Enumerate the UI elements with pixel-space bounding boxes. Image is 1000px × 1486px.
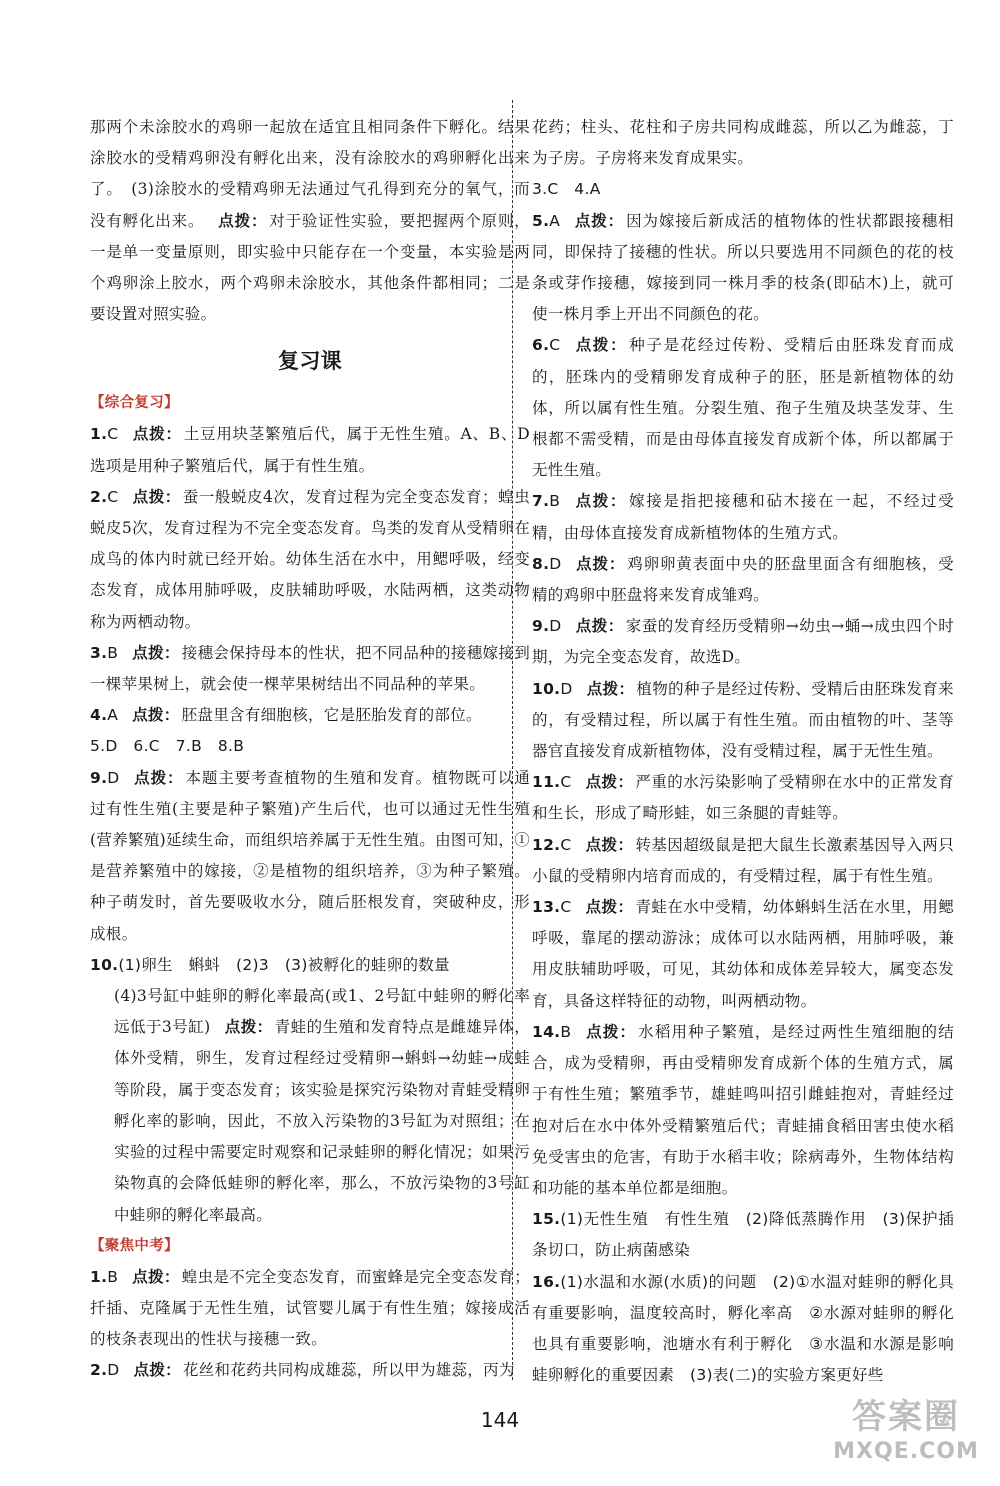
right-answer-list xyxy=(532,174,954,1391)
item-answer: A xyxy=(107,706,119,725)
item-answer: B xyxy=(549,492,561,511)
hint-label: 点拨： xyxy=(574,492,628,511)
item-number: 5. xyxy=(532,211,550,230)
answer-item xyxy=(532,767,954,829)
item-answer: C xyxy=(560,773,572,792)
item-answer: (1)无性生殖 有性生殖 (2)降低蒸腾作用 (3)保护插条切口，防止病菌感染 xyxy=(532,1210,954,1260)
hint-label: 点拨： xyxy=(574,211,625,230)
left-column xyxy=(90,112,530,1387)
continued-paragraph: 那两个未涂胶水的鸡卵一起放在适宜且相同条件下孵化。结果涂胶水的受精鸡卵没有孵化出来，没有涂胶水的鸡卵孵化出来了。 (3)涂胶水的受精鸡卵无法通过气孔得到充分的氧气，而没有孵化出来。 点拨： 对于验证性实验，要把握两个原则，一是单一变量原则，即实验中只能存在一个变量，本实验是两个鸡卵涂上胶水，两个鸡卵未涂胶水，其他条件都相同；二是要设置对照实验。 xyxy=(90,118,530,324)
item-explanation: 花丝和花药共同构成雄蕊，所以甲为雄蕊，丙为 xyxy=(182,1361,515,1380)
item-explanation: 鸡卵卵黄表面中央的胚盘里面含有细胞核，受精的鸡卵中胚盘将来发育成雏鸡。 xyxy=(532,554,954,605)
hint-label: 点拨： xyxy=(132,487,181,506)
item-number: 11. xyxy=(532,773,561,792)
item-number: 7. xyxy=(532,492,550,511)
item-number: 8. xyxy=(532,554,550,573)
item-number: 13. xyxy=(532,898,561,917)
left-answer-list xyxy=(90,419,530,981)
item-answer: D xyxy=(560,679,573,698)
answer-item xyxy=(90,700,530,731)
hint-label: 点拨： xyxy=(575,554,626,573)
answer-item xyxy=(532,174,954,205)
answer-item xyxy=(90,731,530,762)
hint-label: 点拨： xyxy=(585,898,634,917)
item-answer: D xyxy=(107,768,120,787)
watermark-logo xyxy=(826,1396,986,1476)
answer-item xyxy=(532,1204,954,1266)
item-number: 9. xyxy=(90,768,108,787)
hint-label: 点拨： xyxy=(133,1361,181,1380)
item-answer: D xyxy=(549,617,562,636)
item-explanation: 种子是花经过传粉、受精后由胚珠发育而成的，胚珠内的受精卵发育成种子的胚，胚是新植物体的幼体，所以属有性生殖。分裂生殖、孢子生殖及块茎发芽、生根都不需受精，而是由母体直接发育成新个体，所以都属于无性生殖。 xyxy=(532,336,954,480)
item-number: 6. xyxy=(532,336,550,355)
answer-item xyxy=(90,950,530,981)
item-answer: D xyxy=(549,554,562,573)
hint-label: 点拨： xyxy=(585,773,634,792)
item-number: 2. xyxy=(90,487,108,506)
answer-item xyxy=(90,763,530,950)
item-answer: C xyxy=(560,835,572,854)
answer-item xyxy=(532,892,954,1017)
item-explanation: 青蛙在水中受精，幼体蝌蚪生活在水里，用鳃呼吸，靠尾的摆动游泳；成体可以水陆两栖，用肺呼吸，兼用皮肤辅助呼吸，可见，其幼体和成体差异较大，属变态发育，具备这样特征的动物，叫两栖动物。 xyxy=(532,898,954,1010)
answer-item xyxy=(90,482,530,638)
item-number: 12. xyxy=(532,835,561,854)
answer-item xyxy=(532,486,954,548)
item-number: 1. xyxy=(90,1267,108,1286)
answer-item xyxy=(90,638,530,700)
item-answer: D xyxy=(107,1361,120,1380)
item-explanation: 土豆用块茎繁殖后代，属于无性生殖。A、B、D选项是用种子繁殖后代，属于有性生殖。 xyxy=(90,425,530,475)
item-number: 10. xyxy=(532,679,561,698)
hint-label: 点拨： xyxy=(132,706,180,725)
item-answer: B xyxy=(107,643,119,662)
hint-label: 点拨： xyxy=(132,643,180,662)
right-column xyxy=(532,112,954,1391)
section-heading-review: 【综合复习】 xyxy=(90,395,179,412)
item-answer: 3.C 4.A xyxy=(532,180,601,199)
item-number: 3. xyxy=(90,643,108,662)
hint-label: 点拨： xyxy=(585,1022,637,1041)
item-answer: B xyxy=(560,1022,572,1041)
exam-answer-list xyxy=(90,1262,530,1387)
item-explanation: 转基因超级鼠是把大鼠生长激素基因导入两只小鼠的受精卵内培育而成的，有受精过程，属于有性生殖。 xyxy=(532,835,954,885)
section-title: 复习课 xyxy=(278,349,342,374)
item-number: 9. xyxy=(532,617,550,636)
answer-item xyxy=(532,830,954,892)
answer-item xyxy=(532,611,954,673)
watermark-url: MXQE.COM xyxy=(833,1439,979,1464)
hint-label: 点拨： xyxy=(575,617,624,636)
item-answer: C xyxy=(560,898,572,917)
item-explanation: 植物的种子是经过传粉、受精后由胚珠发育来的，有受精过程，所以属于有性生殖。而由植物的叶、茎等器官直接发育成新植物体，没有受精过程，属于无性生殖。 xyxy=(532,679,954,761)
item-explanation: 家蚕的发育经历受精卵→幼虫→蛹→成虫四个时期，为完全变态发育，故选D。 xyxy=(532,617,954,667)
item-answer: (1)水温和水源(水质)的问题 (2)①水温对蛙卵的孵化具有重要影响，温度较高时，孵化率高 ②水源对蛙卵的孵化也具有重要影响，池塘水有利于孵化 ③水温和水源是影响蛙卵孵化的重要因素 (3)表(二)的实验方案更好些 xyxy=(532,1272,954,1385)
item-answer: B xyxy=(107,1267,119,1286)
answer-item xyxy=(90,1262,530,1356)
item-explanation: 胚盘里含有细胞核，它是胚胎发育的部位。 xyxy=(181,706,482,725)
item-number: 16. xyxy=(532,1272,561,1291)
item-answer: C xyxy=(107,425,119,444)
item-number: 15. xyxy=(532,1210,561,1229)
item-answer: C xyxy=(107,487,119,506)
item-explanation: 本题主要考查植物的生殖和发育。植物既可以通过有性生殖(主要是种子繁殖)产生后代，也可以通过无性生殖(营养繁殖)延续生命，而组织培养属于无性生殖。由图可知，①是营养繁殖中的嫁接，②是植物的组织培养，③为种子繁殖。种子萌发时，首先要吸收水分，随后胚根发育，突破种皮，形成根。 xyxy=(90,768,530,943)
answer-item xyxy=(90,1355,530,1386)
item-explanation: 蝗虫是不完全变态发育，而蜜蜂是完全变态发育；扦插、克隆属于无性生殖，试管婴儿属于有性生殖；嫁接成活的枝条表现出的性状与接穗一致。 xyxy=(90,1267,530,1349)
hint-label: 点拨： xyxy=(133,768,184,787)
item-explanation: 因为嫁接后新成活的植物体的性状都跟接穗相同，即保持了接穗的性状。所以只要选用不同颜色的花的枝条或芽作接穗，嫁接到同一株月季的枝条(即砧木)上，就可使一株月季上开出不同颜色的花。 xyxy=(532,211,954,324)
item-explanation: 严重的水污染影响了受精卵在水中的正常发育和生长，形成了畸形蛙，如三条腿的青蛙等。 xyxy=(532,773,954,823)
hint-label: 点拨： xyxy=(132,425,182,444)
item-answer: A xyxy=(549,211,561,230)
answer-item-10-part2: (4)3号缸中蛙卵的孵化率最高(或1、2号缸中蛙卵的孵化率远低于3号缸) 点拨： 青蛙的生殖和发育特点是雌雄异体，体外受精，卵生，发育过程经过受精卵→蝌蚪→幼蛙→成蛙等阶段，属于变态发育；该实验是探究污染物对青蛙受精卵孵化率的影响，因此，不放入污染物的3号缸为对照组；在实验的过程中需要定时观察和记录蛙卵的孵化情况；如果污染物真的会降低蛙卵的孵化率，那么，不放污染物的3号缸中蛙卵的孵化率最高。 xyxy=(114,987,531,1224)
item-number: 1. xyxy=(90,425,108,444)
item-answer: 5.D 6.C 7.B 8.B xyxy=(90,737,245,756)
item-answer: (1)卵生 蝌蚪 (2)3 (3)被孵化的蛙卵的数量 xyxy=(118,955,450,974)
watermark-logo-text: 答案圈 xyxy=(852,1397,960,1437)
hint-label: 点拨： xyxy=(585,835,634,854)
hint-label: 点拨： xyxy=(586,679,635,698)
page-number: 144 xyxy=(480,1408,520,1432)
answer-item xyxy=(532,330,954,486)
item-number: 10. xyxy=(90,955,119,974)
item-number: 4. xyxy=(90,706,108,725)
hint-label: 点拨： xyxy=(574,336,628,355)
item-number: 14. xyxy=(532,1022,561,1041)
item-explanation: 嫁接是指把接穗和砧木接在一起，不经过受精，由母体直接发育成新植物体的生殖方式。 xyxy=(532,492,954,542)
answer-item xyxy=(532,549,954,611)
item-number: 2. xyxy=(90,1361,108,1380)
answer-item xyxy=(532,674,954,768)
section-heading-exam: 【聚焦中考】 xyxy=(90,1237,179,1254)
hint-label: 点拨： xyxy=(132,1267,180,1286)
item-explanation: 蚕一般蜕皮4次，发育过程为完全变态发育；蝗虫蜕皮5次，发育过程为不完全变态发育。鸟类的发育从受精卵在成鸟的体内时就已经开始。幼体生活在水中，用鳃呼吸，经变态发育，成体用肺呼吸，皮肤辅助呼吸，水陆两栖，这类动物称为两栖动物。 xyxy=(90,487,530,631)
answer-item xyxy=(532,206,954,331)
item-answer: C xyxy=(549,336,561,355)
answer-item xyxy=(90,419,530,481)
item-explanation: 接穗会保持母本的性状，把不同品种的接穗嫁接到一棵苹果树上，就会使一棵苹果树结出不同品种的苹果。 xyxy=(90,643,530,694)
answer-item xyxy=(532,1017,954,1204)
item-explanation: 水稻用种子繁殖，是经过两性生殖细胞的结合，成为受精卵，再由受精卵发育成新个体的生殖方式，属于有性生殖；繁殖季节，雄蛙鸣叫招引雌蛙抱对，青蛙经过抱对后在水中体外受精繁殖后代；青蛙捕食稻田害虫使水稻免受害虫的危害，有助于水稻丰收；除病毒外，生物体结构和功能的基本单位都是细胞。 xyxy=(532,1022,954,1197)
answer-item xyxy=(532,1267,954,1392)
column-divider xyxy=(512,100,513,1380)
continued-paragraph-right: 花药；柱头、花柱和子房共同构成雌蕊，所以乙为雌蕊，丁为子房。子房将来发育成果实。 xyxy=(532,118,954,168)
